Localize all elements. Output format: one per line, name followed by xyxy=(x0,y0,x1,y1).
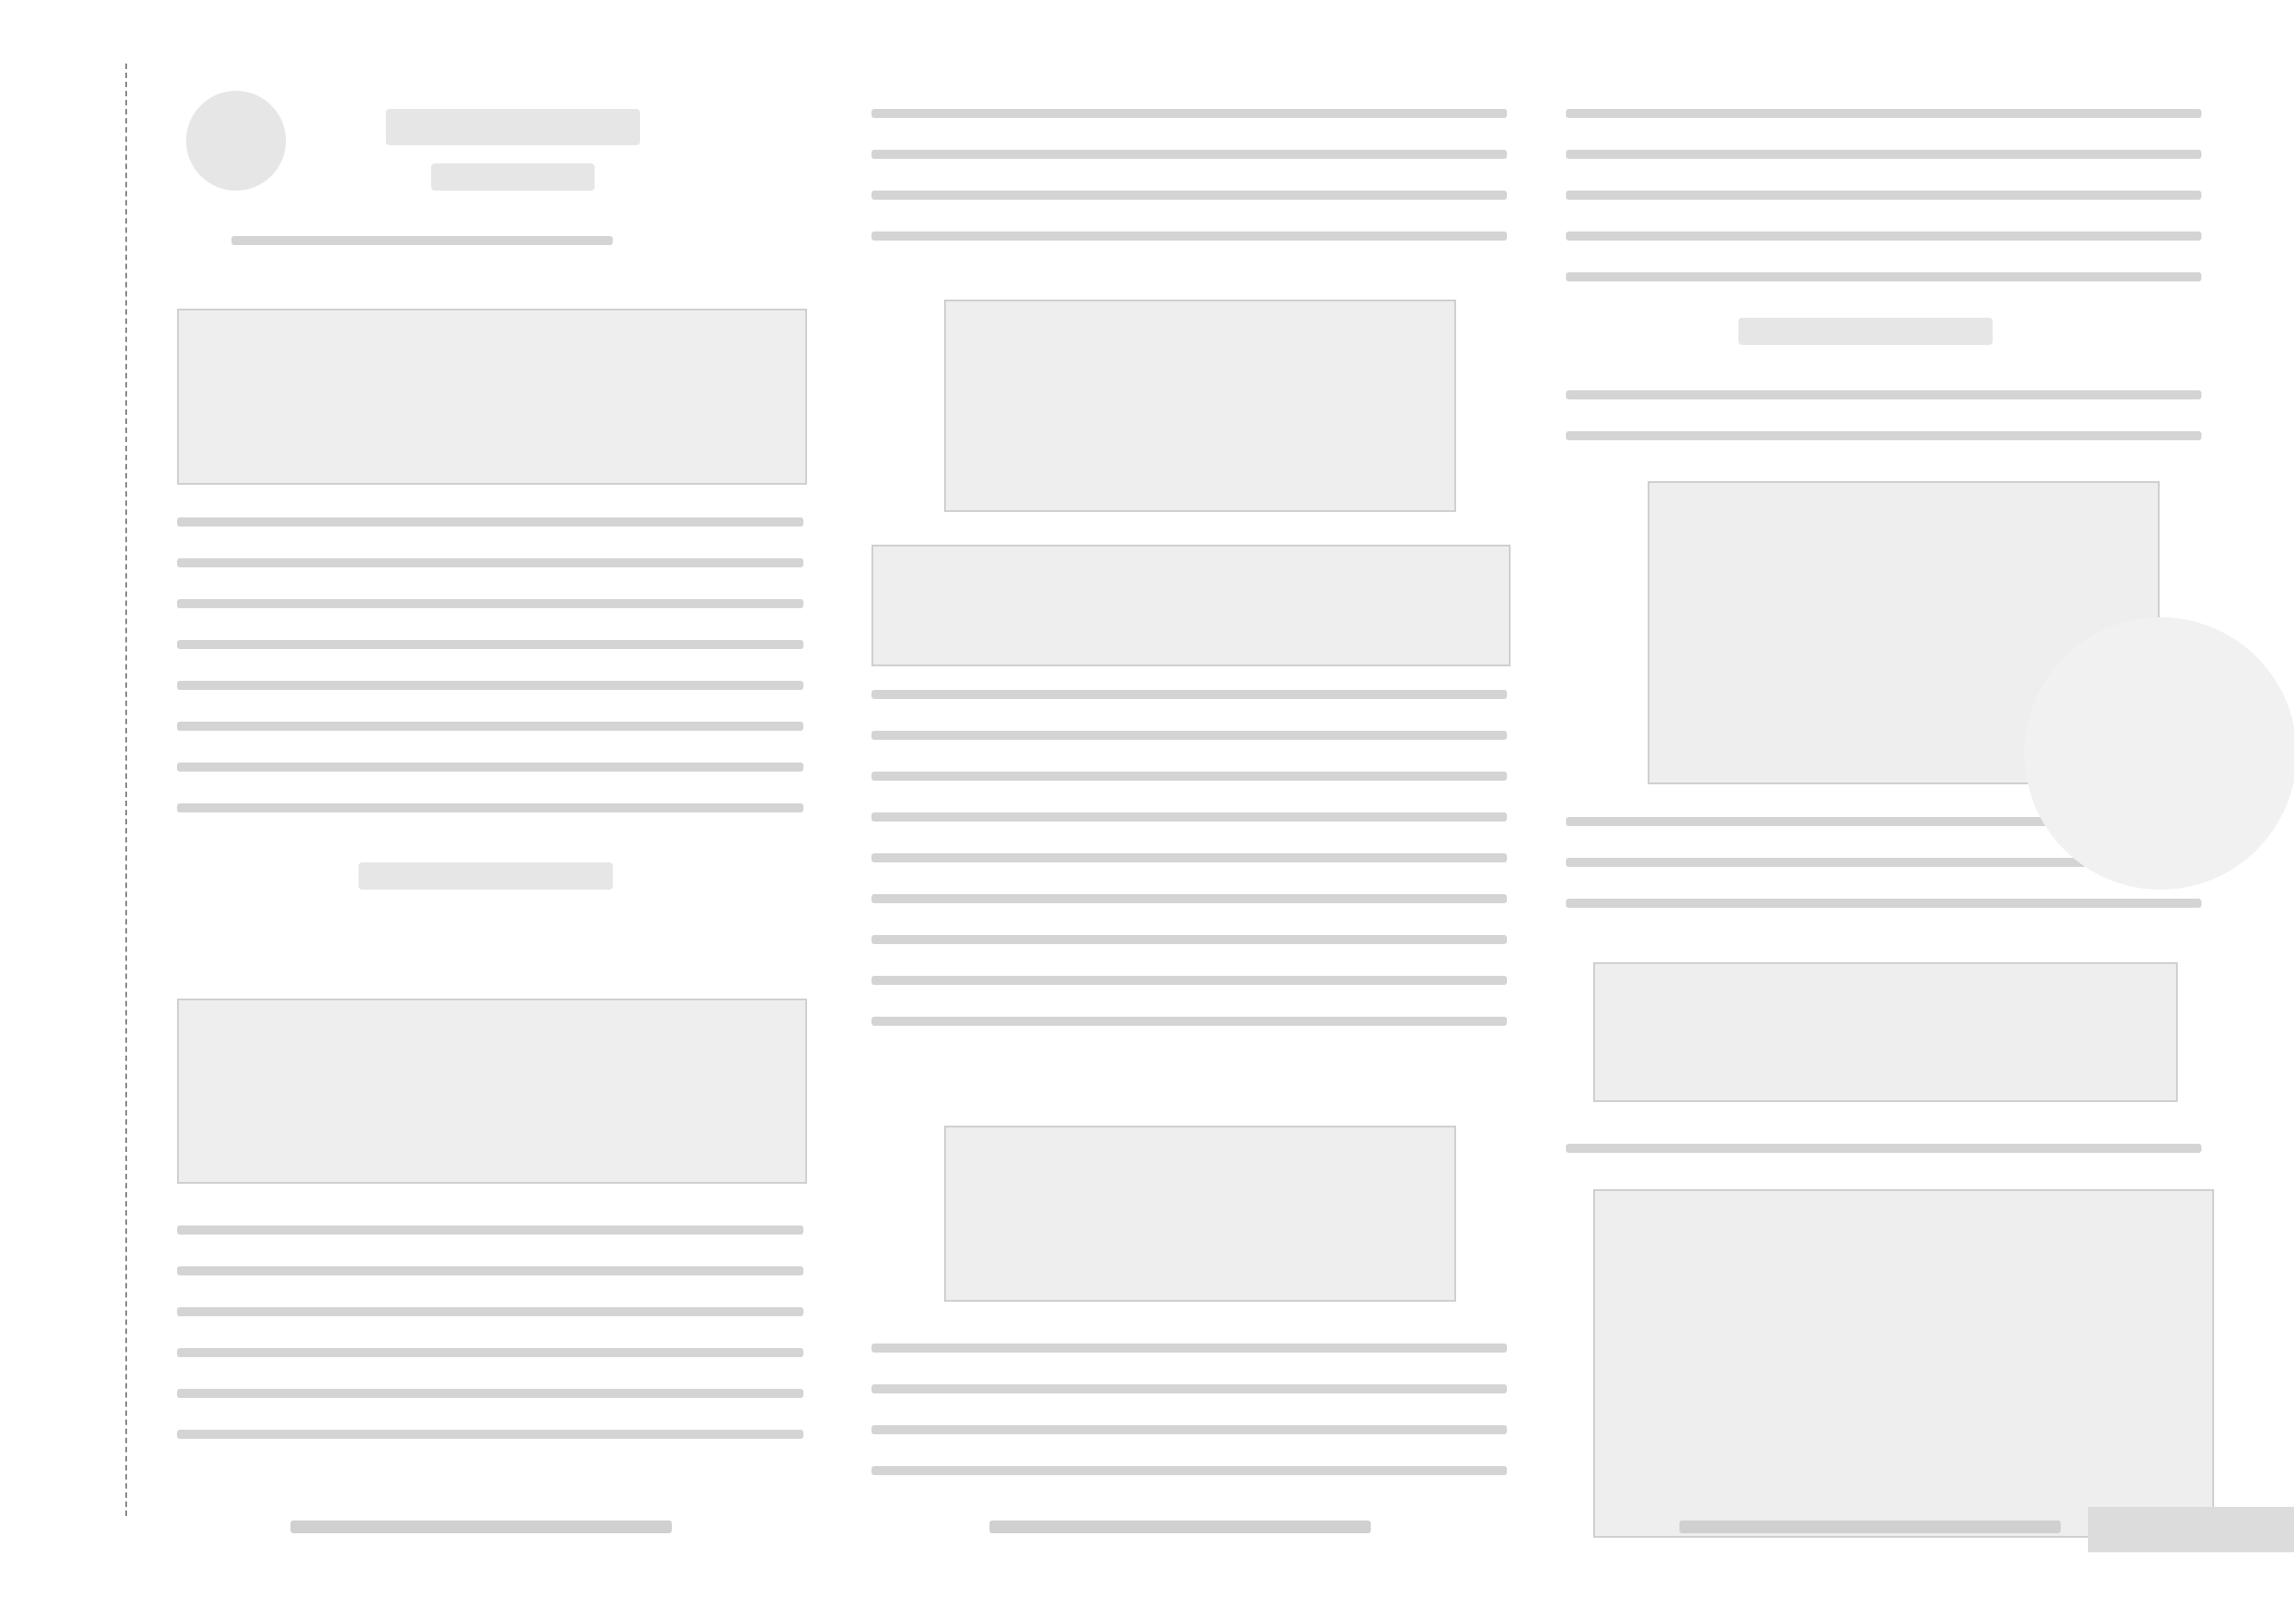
text-line xyxy=(871,853,1507,862)
text-line xyxy=(871,812,1507,822)
text-line xyxy=(177,763,803,772)
text-line xyxy=(177,722,803,731)
text-line xyxy=(177,558,803,567)
binding-margin xyxy=(0,0,159,1624)
text-line xyxy=(1566,431,2201,440)
page-footer xyxy=(1679,1521,2061,1533)
text-line xyxy=(177,681,803,690)
text-line xyxy=(871,231,1507,241)
figure-area xyxy=(944,1126,1456,1302)
text-line xyxy=(871,150,1507,159)
cut-line xyxy=(125,64,127,1516)
text-line xyxy=(177,803,803,812)
section-heading-block xyxy=(359,862,613,890)
text-line xyxy=(1566,390,2201,399)
text-line xyxy=(871,690,1507,699)
header-block xyxy=(386,109,640,145)
text-line xyxy=(871,1466,1507,1475)
text-line xyxy=(177,1225,803,1235)
corner-tab xyxy=(2088,1507,2294,1552)
text-line xyxy=(871,731,1507,740)
text-line xyxy=(177,517,803,527)
text-line xyxy=(177,1348,803,1357)
figure-area xyxy=(1593,962,2178,1102)
text-line xyxy=(1566,899,2201,908)
text-line xyxy=(177,1266,803,1275)
logo-area xyxy=(186,91,286,191)
page-footer xyxy=(989,1521,1371,1533)
text-line xyxy=(871,772,1507,781)
text-line xyxy=(177,1430,803,1439)
text-line xyxy=(871,894,1507,903)
text-line xyxy=(871,109,1507,118)
text-line xyxy=(1566,191,2201,200)
figure-area xyxy=(177,309,807,485)
text-line xyxy=(1566,109,2201,118)
section-heading-block xyxy=(1738,318,1993,345)
subheader-block xyxy=(431,163,595,191)
text-line xyxy=(871,1343,1507,1353)
text-line xyxy=(871,191,1507,200)
text-line xyxy=(871,976,1507,985)
text-line xyxy=(231,236,613,245)
figure-area xyxy=(944,300,1456,512)
page-column-2 xyxy=(853,91,1525,1507)
text-line xyxy=(177,1307,803,1316)
watermark-seal xyxy=(2024,617,2294,890)
text-line xyxy=(177,599,803,608)
text-line xyxy=(1566,272,2201,281)
figure-area xyxy=(1593,1189,2214,1538)
text-line xyxy=(871,1017,1507,1026)
text-line xyxy=(871,1425,1507,1434)
text-line xyxy=(177,1389,803,1398)
text-line xyxy=(1566,1144,2201,1153)
figure-area xyxy=(177,999,807,1184)
table-area xyxy=(871,545,1511,666)
text-line xyxy=(1566,150,2201,159)
text-line xyxy=(1566,231,2201,241)
text-line xyxy=(177,640,803,649)
page-column-1 xyxy=(159,91,831,1507)
page-footer xyxy=(290,1521,672,1533)
text-line xyxy=(871,935,1507,944)
text-line xyxy=(871,1384,1507,1393)
